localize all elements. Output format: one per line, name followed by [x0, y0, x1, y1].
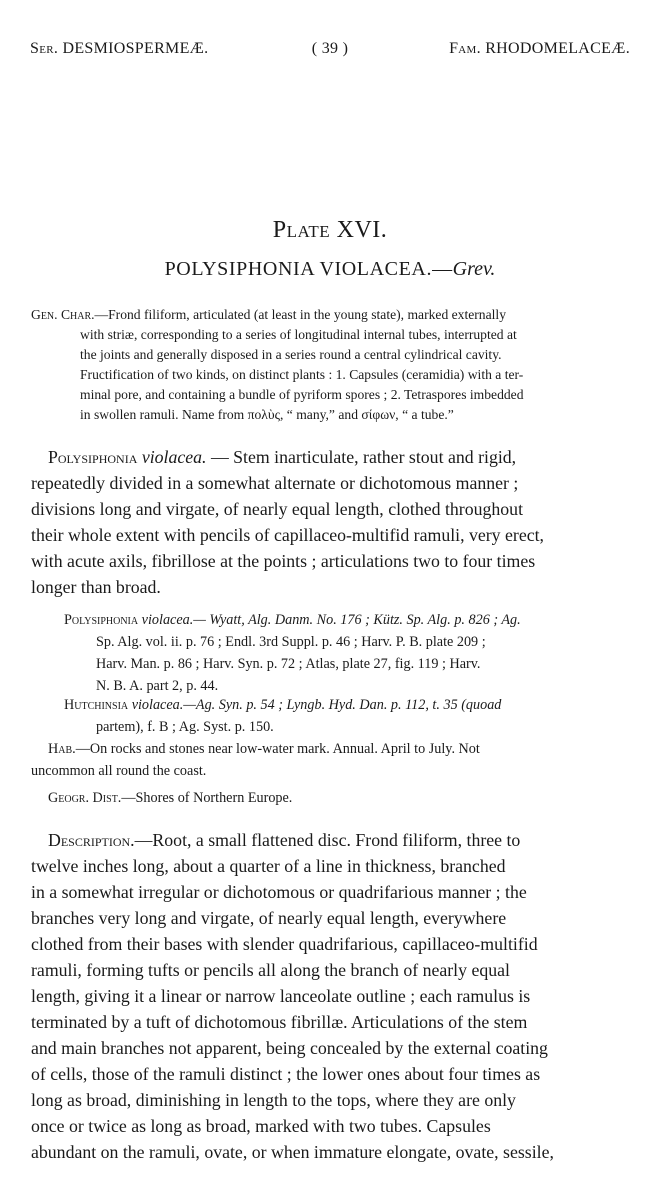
diagnosis-genus: Polysiphonia [48, 447, 138, 467]
description-line: branches very long and virgate, of nearly equal length, everywhere [31, 908, 507, 928]
habitat-line [48, 741, 480, 758]
diagnosis-line: longer than broad. [31, 577, 161, 597]
description-line: in a somewhat irregular or dichotomous or quadrifarious manner ; the [31, 882, 527, 902]
habitat-label: Hab. [48, 741, 76, 757]
family-name: RHODOMELACEÆ. [485, 40, 630, 57]
description-line: terminated by a tuft of dichotomous fibrillæ. Articulations of the stem [31, 1012, 528, 1032]
synonym-line: Sp. Alg. vol. ii. p. 76 ; Endl. 3rd Suppl. p. 46 ; Harv. P. B. plate 209 ; [96, 634, 486, 650]
species-title [0, 258, 660, 281]
description-line: length, giving it a linear or narrow lanceolate outline ; each ramulus is [31, 986, 531, 1006]
distribution-text: —Shores of Northern Europe. [121, 790, 293, 806]
description-label: Description. [48, 830, 135, 850]
description-line: and main branches not apparent, being concealed by the external coating [31, 1038, 548, 1058]
synonym-line: N. B. A. part 2, p. 44. [96, 678, 219, 694]
diagnosis-line [48, 447, 516, 468]
series-prefix: Ser. [30, 40, 59, 57]
series-name: DESMIOSPERMEÆ. [62, 40, 209, 57]
distribution-label: Geogr. Dist. [48, 790, 122, 806]
gen-char-line: minal pore, and containing a bundle of pyriform spores ; 2. Tetraspores imbedded [80, 387, 524, 402]
diagnosis-line: divisions long and virgate, of nearly equal length, clothed throughout [31, 499, 524, 519]
description-line: ramuli, forming tufts or pencils all along the branch of nearly equal [31, 960, 510, 980]
distribution-line [48, 790, 292, 807]
description-line [48, 830, 520, 851]
plate-title: Plate XVI. [272, 217, 388, 243]
species-name: POLYSIPHONIA VIOLACEA.— [164, 258, 453, 280]
gen-char-text: —Frond filiform, articulated (at least in the young state), marked externally [94, 307, 506, 322]
diagnosis-epithet: violacea. [141, 447, 207, 467]
running-header-family [449, 40, 630, 58]
synonym-line: Harv. Man. p. 86 ; Harv. Syn. p. 72 ; Atlas, plate 27, fig. 119 ; Harv. [96, 656, 481, 672]
description-line: clothed from their bases with slender quadrifarious, capillaceo-multifid [31, 934, 538, 954]
synonym-genus-hutchinsia: Hutchinsia [64, 697, 129, 713]
description-line: abundant on the ramuli, ovate, or when immature elongate, ovate, sessile, [31, 1142, 554, 1162]
gen-char-line [31, 307, 506, 323]
description-text: —Root, a small flattened disc. Frond filiform, three to [134, 830, 521, 850]
gen-char-line: the joints and generally disposed in a series round a central cylindrical cavity. [80, 347, 502, 362]
description-line: of cells, those of the ramuli distinct ; the lower ones about four times as [31, 1064, 541, 1084]
page-number: ( 39 ) [311, 40, 349, 57]
description-line: once or twice as long as broad, marked with two tubes. Capsules [31, 1116, 491, 1136]
synonym-text: violacea.—Ag. Syn. p. 54 ; Lyngb. Hyd. Dan. p. 112, t. 35 (quoad [128, 697, 502, 713]
synonym-genus-polysiphonia: Polysiphonia [64, 612, 139, 628]
gen-char-label: Gen. Char. [31, 307, 95, 322]
synonym-line: partem), f. B ; Ag. Syst. p. 150. [96, 719, 274, 735]
diagnosis-line: with acute axils, fibrillose at the points ; articulations two to four times [31, 551, 536, 571]
synonym-line [64, 697, 501, 714]
species-authority: Grev. [452, 258, 496, 280]
habitat-text: —On rocks and stones near low-water mark. Annual. April to July. Not [75, 741, 480, 757]
habitat-line: uncommon all round the coast. [31, 763, 207, 779]
diagnosis-text: — Stem inarticulate, rather stout and rigid, [206, 447, 517, 467]
gen-char-line: with striæ, corresponding to a series of longitudinal internal tubes, interrupted at [80, 327, 517, 342]
gen-char-line: Fructification of two kinds, on distinct plants : 1. Capsules (ceramidia) with a ter- [80, 367, 524, 382]
synonym-line [64, 612, 521, 629]
synonym-text: violacea.— Wyatt, Alg. Danm. No. 176 ; Kütz. Sp. Alg. p. 826 ; Ag. [138, 612, 521, 628]
description-line: long as broad, diminishing in length to the tops, where they are only [31, 1090, 516, 1110]
description-line: twelve inches long, about a quarter of a line in thickness, branched [31, 856, 506, 876]
family-prefix: Fam. [449, 40, 481, 57]
gen-char-line: in swollen ramuli. Name from πολὺς, “ many,” and σίφων, “ a tube.” [80, 407, 454, 422]
diagnosis-line: their whole extent with pencils of capillaceo-multifid ramuli, very erect, [31, 525, 544, 545]
diagnosis-line: repeatedly divided in a somewhat alternate or dichotomous manner ; [31, 473, 519, 493]
